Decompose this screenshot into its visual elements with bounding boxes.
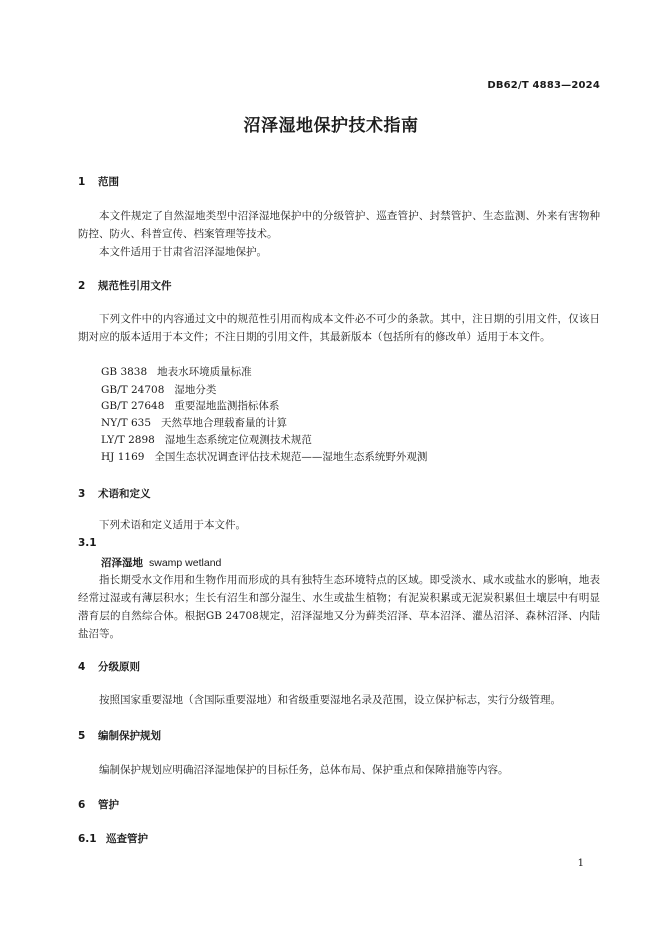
term-english: swamp wetland (149, 557, 222, 569)
reference-code: GB 3838 (101, 366, 148, 378)
reference-code: NY/T 635 (101, 417, 152, 429)
grading-principle-paragraph: 按照国家重要湿地（含国际重要湿地）和省级重要湿地名录及范围，设立保护标志，实行分级管理。 (99, 694, 561, 706)
section-2-heading (78, 278, 172, 293)
section-3-heading (78, 486, 151, 501)
section-number: 6 (78, 799, 86, 811)
section-number: 4 (78, 661, 86, 673)
reference-title: 湿地分类 (174, 384, 217, 396)
subsection-number: 6.1 (78, 833, 97, 845)
reference-code: LY/T 2898 (101, 434, 155, 446)
section-number: 2 (78, 280, 86, 292)
section-4-heading (78, 659, 140, 674)
reference-item (101, 363, 252, 381)
section-5-heading (78, 728, 161, 743)
section-title: 编制保护规划 (98, 730, 161, 742)
standard-code: DB62/T 4883—2024 (487, 80, 600, 91)
reference-title: 重要湿地监测指标体系 (174, 400, 280, 412)
subsection-6-1-heading (78, 831, 148, 846)
subsection-title: 巡查管护 (106, 833, 148, 845)
term-name (101, 555, 221, 570)
term-chinese: 沼泽湿地 (101, 557, 143, 569)
reference-item (101, 414, 287, 432)
scope-paragraph-2: 本文件适用于甘肃省沼泽湿地保护。 (99, 246, 267, 258)
section-title: 管护 (98, 799, 119, 811)
planning-paragraph: 编制保护规划应明确沼泽湿地保护的目标任务，总体布局、保护重点和保障措施等内容。 (99, 764, 509, 776)
section-title: 术语和定义 (98, 488, 151, 500)
section-title: 范围 (98, 176, 119, 188)
section-1-heading (78, 174, 119, 189)
page-number: 1 (577, 858, 584, 869)
term-definition: 指长期受水文作用和生物作用而形成的具有独特生态环境特点的区域。即受淡水、咸水或盐水的影响，地表经常过湿或有薄层积水；生长有沼生和部分湿生、水生或盐生植物；有泥炭积累或无泥炭积累但土壤层中有明显潜育层的自然综合体。根据GB 24708规定，沼泽湿地又分为藓类沼泽、草本沼泽、灌丛沼泽、森林沼泽、内陆盐沼等。 (78, 574, 600, 640)
terms-intro: 下列术语和定义适用于本文件。 (99, 519, 246, 531)
section-number: 3 (78, 488, 86, 500)
section-6-heading (78, 797, 119, 812)
reference-title: 全国生态状况调查评估技术规范——湿地生态系统野外观测 (154, 451, 428, 463)
reference-title: 地表水环境质量标准 (157, 366, 252, 378)
reference-title: 天然草地合理载畜量的计算 (161, 417, 288, 429)
normative-references-intro: 下列文件中的内容通过文中的规范性引用而构成本文件必不可少的条款。其中，注日期的引用文件，仅该日期对应的版本适用于本文件；不注日期的引用文件，其最新版本（包括所有的修改单）适用于本文件。 (78, 313, 600, 343)
section-title: 分级原则 (98, 661, 140, 673)
term-number: 3.1 (78, 537, 97, 549)
reference-title: 湿地生态系统定位观测技术规范 (164, 434, 312, 446)
reference-code: GB/T 24708 (101, 384, 165, 396)
section-title: 规范性引用文件 (98, 280, 172, 292)
reference-item (101, 448, 427, 466)
reference-code: HJ 1169 (101, 451, 145, 463)
document-title: 沼泽湿地保护技术指南 (243, 116, 419, 136)
section-number: 5 (78, 730, 86, 742)
scope-paragraph-1: 本文件规定了自然湿地类型中沼泽湿地保护中的分级管护、巡查管护、封禁管护、生态监测、外来有害物种防控、防火、科普宣传、档案管理等技术。 (78, 210, 600, 240)
reference-item (101, 397, 279, 415)
reference-item (101, 431, 312, 449)
reference-code: GB/T 27648 (101, 400, 165, 412)
section-number: 1 (78, 176, 86, 188)
